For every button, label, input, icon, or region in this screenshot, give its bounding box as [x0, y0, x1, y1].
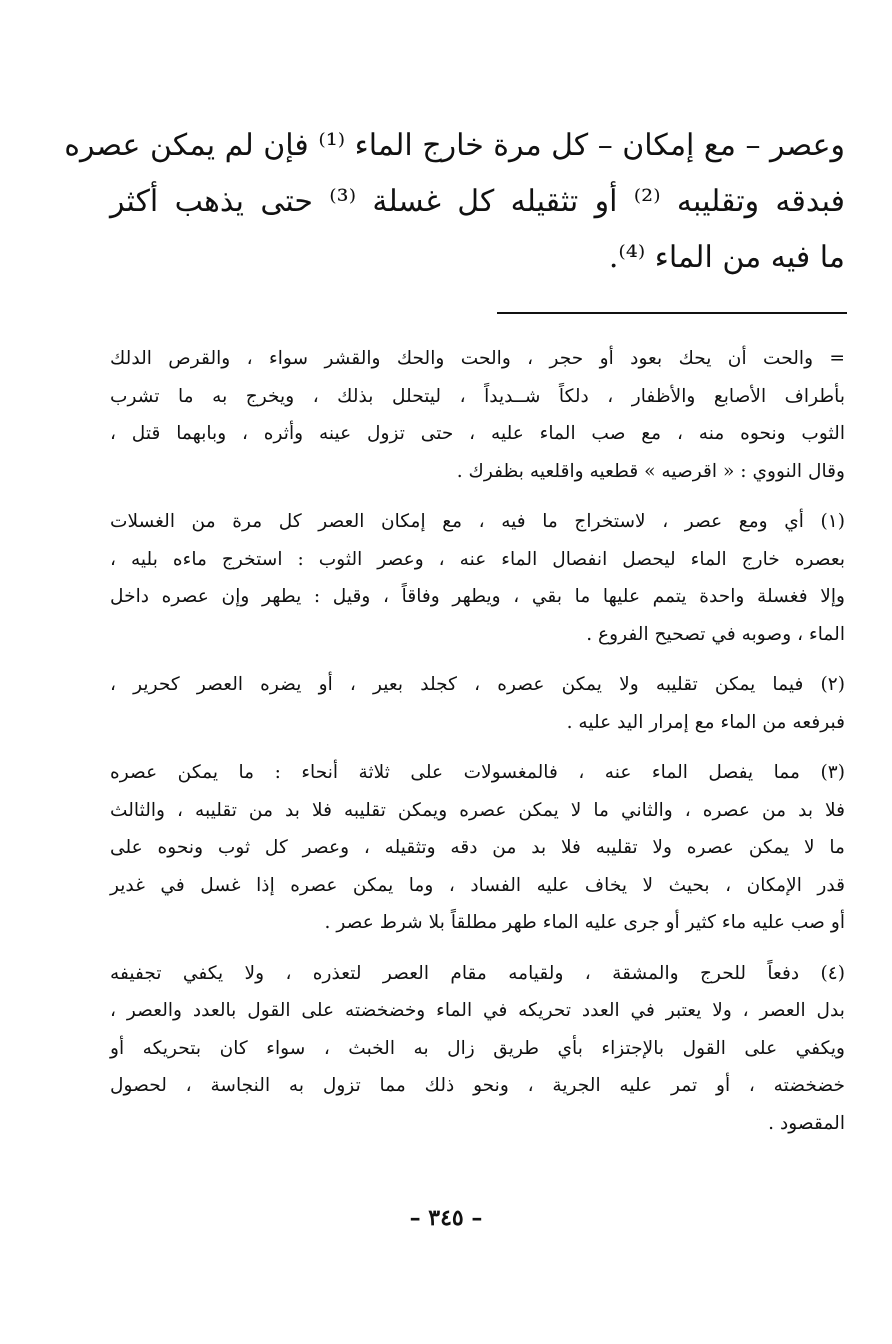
- footnote-line: (١) أي ومع عصر ، لاستخراج ما فيه ، مع إمكان العصر كل مرة من الغسلات: [110, 511, 845, 532]
- footnote-line: فبرفعه من الماء مع إمرار اليد عليه .: [566, 711, 845, 733]
- footnote-line: ويكفي على القول بالإجتزاء بأي طريق زال به الخبث ، سواء كان بتحريكه أو: [110, 1037, 845, 1059]
- main-text-line: وعصر – مع إمكان – كل مرة خارج الماء ⁽¹⁾ فإن لم يمكن عصره: [64, 128, 845, 163]
- footnote-line: بعصره خارج الماء ليحصل انفصال الماء عنه ، وعصر الثوب : استخرج ماءه بليه ،: [110, 548, 845, 570]
- main-text-line: فبدقه وتقليبه ⁽²⁾ أو تثقيله كل غسلة ⁽³⁾ حتى يذهب أكثر: [110, 184, 845, 219]
- footnote-line: بدل العصر ، ولا يعتبر في العدد تحريكه في الماء وخضخضته على القول بالعدد والعصر ،: [110, 1000, 845, 1021]
- footnotes: [110, 340, 845, 1155]
- footnote-continuation: [110, 340, 845, 490]
- footnote-line: بأطراف الأصابع والأظفار ، دلكاً شــديداً ، ليتحلل بذلك ، ويخرج به ما تشرب: [110, 385, 845, 407]
- footnote-4: [110, 955, 845, 1143]
- footnote-3: [110, 754, 845, 942]
- footnote-1: [110, 503, 845, 653]
- footnote-line: (٣) مما يفصل الماء عنه ، فالمغسولات على ثلاثة أنحاء : ما يمكن عصره: [110, 762, 845, 783]
- page-number: – ٣٤٥ –: [409, 1205, 483, 1231]
- main-text: [64, 118, 845, 286]
- footnote-line: أو صب عليه ماء كثير أو جرى عليه الماء طهر مطلقاً بلا شرط عصر .: [324, 912, 845, 933]
- footnote-2: [110, 666, 845, 741]
- footnote-line: الماء ، وصوبه في تصحيح الفروع .: [586, 623, 845, 645]
- footnote-line: قدر الإمكان ، بحيث لا يخاف عليه الفساد ، وما يمكن عصره إذا غسل في غدير: [110, 874, 845, 896]
- footnote-line: (٢) فيما يمكن تقليبه ولا يمكن عصره ، كجلد بعير ، أو يضره العصر كحرير ،: [110, 674, 845, 695]
- footnote-line: = والحت أن يحك بعود أو حجر ، والحت والحك والقشر سواء ، والقرص الدلك: [110, 348, 845, 369]
- footnote-line: خضخضته ، أو تمر عليه الجرية ، ونحو ذلك مما تزول به النجاسة ، لحصول: [110, 1075, 845, 1096]
- footnote-line: وقال النووي : « اقرصيه » قطعيه واقلعيه بظفرك .: [456, 460, 845, 482]
- footnote-line: المقصود .: [768, 1112, 845, 1134]
- footnote-line: وإلا فغسلة واحدة يتمم عليها ما بقي ، ويطهر وفاقاً ، وقيل : يطهر وإن عصره داخل: [110, 586, 845, 607]
- footnote-line: فلا بد من عصره ، والثاني ما لا يمكن عصره ويمكن تقليبه فلا بد من تقليبه ، والثالث: [110, 799, 845, 821]
- main-text-line: ما فيه من الماء ⁽⁴⁾.: [608, 240, 845, 275]
- footnote-divider: [497, 312, 847, 314]
- footnote-line: ما لا يمكن عصره ولا تقليبه فلا بد من دقه وتثقيله ، وعصر كل ثوب ونحوه على: [110, 837, 845, 858]
- footnote-line: (٤) دفعاً للحرج والمشقة ، ولقيامه مقام العصر لتعذره ، ولا يكفي تجفيفه: [110, 962, 845, 984]
- footnote-line: الثوب ونحوه منه ، مع صب الماء عليه ، حتى تزول عينه وأثره ، وبابهما قتل ،: [110, 423, 845, 444]
